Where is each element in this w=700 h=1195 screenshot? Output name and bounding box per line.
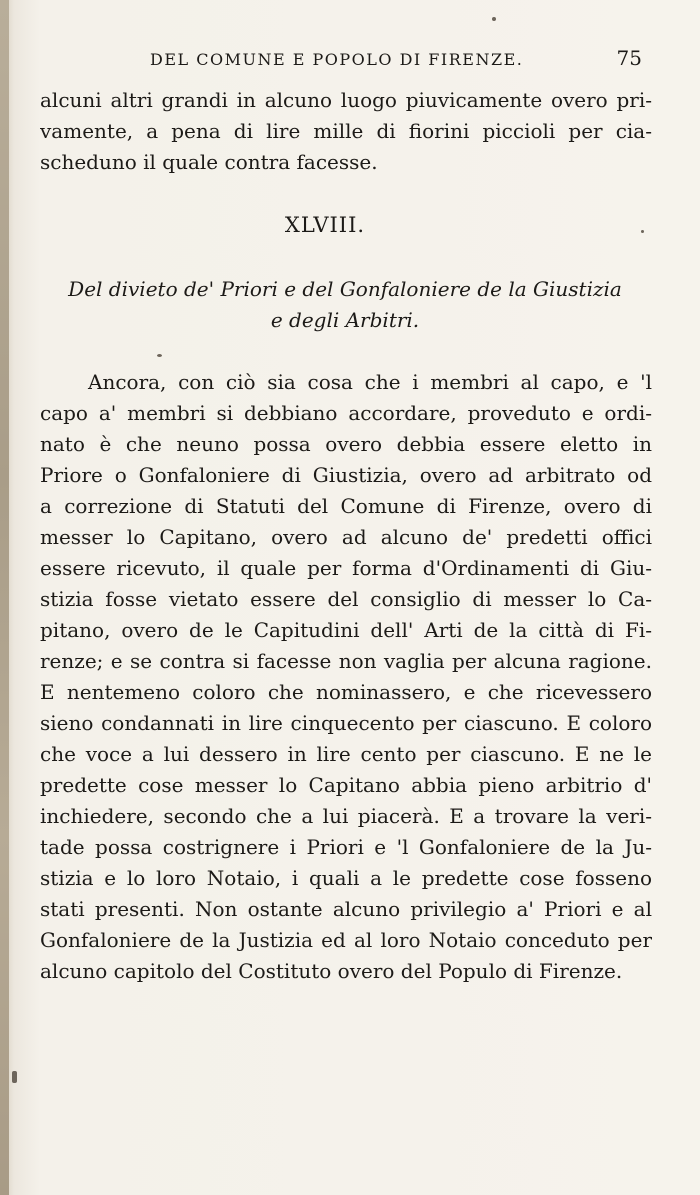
text-line: inchiedere, secondo che a lui piacerà. E a trovare la veri-	[40, 804, 652, 828]
paper-speck	[492, 17, 496, 21]
running-head: DEL COMUNE E POPOLO DI FIRENZE.	[150, 50, 524, 69]
text-line: renze; e se contra si facesse non vaglia per alcuna ragione.	[40, 649, 652, 673]
text-line: Gonfaloniere de la Justizia ed al loro Notaio conceduto per	[40, 928, 652, 952]
text-line: stati presenti. Non ostante alcuno privilegio a' Priori e al	[40, 897, 652, 921]
text-line: scheduno il quale contra facesse.	[40, 150, 378, 174]
chapter-title-line: Del divieto de' Priori e del Gonfaloniere de la Giustizia	[68, 277, 622, 301]
text-line: tade possa costrignere i Priori e 'l Gonfaloniere de la Ju-	[40, 835, 652, 859]
text-line: alcuno capitolo del Costituto overo del Populo di Firenze.	[40, 959, 623, 983]
text-line: sieno condannati in lire cinquecento per ciascuno. E coloro	[40, 711, 652, 735]
text-line: Priore o Gonfaloniere di Giustizia, overo ad arbitrato od	[40, 463, 652, 487]
page-number: 75	[616, 46, 642, 70]
text-line: nato è che neuno possa overo debbia essere eletto in	[40, 432, 652, 456]
paper-speck	[12, 1071, 17, 1083]
paper-speck	[157, 354, 162, 357]
text-line: che voce a lui dessero in lire cento per ciascuno. E ne le	[40, 742, 652, 766]
page-spine-edge	[0, 0, 9, 1195]
text-line: vamente, a pena di lire mille di fiorini piccioli per cia-	[40, 119, 652, 143]
chapter-number: XLVIII.	[284, 213, 366, 237]
text-line: alcuni altri grandi in alcuno luogo piuvicamente overo pri-	[40, 88, 652, 112]
chapter-title-line: e degli Arbitri.	[270, 308, 420, 332]
chapter-title	[40, 274, 650, 336]
page-header	[40, 48, 652, 78]
text-line: capo a' membri si debbiano accordare, proveduto e ordi-	[40, 401, 652, 425]
paper-speck	[641, 230, 644, 233]
text-line: a correzione di Statuti del Comune di Firenze, overo di	[40, 494, 652, 518]
text-line: pitano, overo de le Capitudini dell' Arti de la città di Fi-	[40, 618, 652, 642]
text-line: essere ricevuto, il quale per forma d'Ordinamenti di Giu-	[40, 556, 652, 580]
text-line: predette cose messer lo Capitano abbia pieno arbitrio d'	[40, 773, 652, 797]
text-line: E nentemeno coloro che nominassero, e che ricevessero	[40, 680, 652, 704]
text-line: stizia fosse vietato essere del consiglio di messer lo Ca-	[40, 587, 652, 611]
text-line: Ancora, con ciò sia cosa che i membri al capo, e 'l	[88, 370, 652, 394]
text-line: stizia e lo loro Notaio, i quali a le predette cose fosseno	[40, 866, 652, 890]
text-line: messer lo Capitano, overo ad alcuno de' predetti offici	[40, 525, 652, 549]
